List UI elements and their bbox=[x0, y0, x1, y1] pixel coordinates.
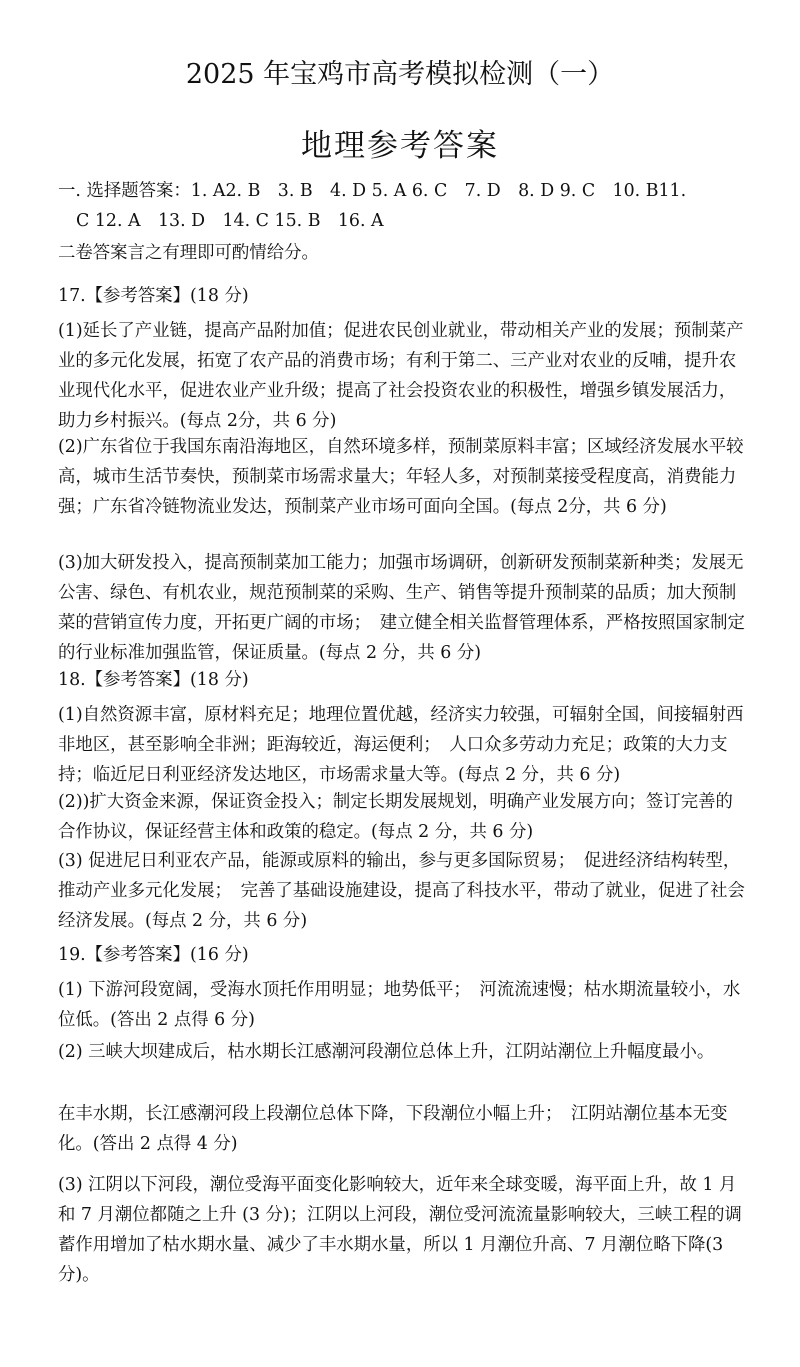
q17-heading: 17.【参考答案】(18 分) bbox=[58, 286, 249, 306]
page-subtitle: 地理参考答案 bbox=[301, 128, 499, 164]
q19-answer-2-continued: 在丰水期，长江感潮河段上段潮位总体下降，下段潮位小幅上升； 江阴站潮位基本无变化。(答出 2 点得 4 分) bbox=[58, 1104, 728, 1154]
q18-answer-2: (2))扩大资金来源，保证资金投入；制定长期发展规划，明确产业发展方向；签订完善的合作协议，保证经营主体和政策的稳定。(每点 2 分，共 6 分) bbox=[58, 792, 733, 842]
page-title: 2025 年宝鸡市高考模拟检测（一） bbox=[185, 59, 615, 90]
q17-answer-3: (3)加大研发投入，提高预制菜加工能力；加强市场调研，创新研发预制菜新种类；发展无公害、绿色、有机农业，规范预制菜的采购、生产、销售等提升预制菜的品质；加大预制菜的营销宣传力度，开拓更广阔的市场； 建立健全相关监督管理体系，严格按照国家制定的行业标准加强监管，保证质量。(每点 2 分，共 6 分) bbox=[58, 553, 745, 663]
q18-answer-1: (1)自然资源丰富，原材料充足；地理位置优越，经济实力较强，可辐射全国，间接辐射西非地区，甚至影响全非洲；距海较近，海运便利； 人口众多劳动力充足；政策的大力支持；临近尼日利亚经济发达地区，市场需求量大等。(每点 2 分，共 6 分) bbox=[58, 705, 744, 785]
q19-answer-3: (3) 江阴以下河段，潮位受海平面变化影响较大，近年来全球变暖，海平面上升，故 1 月和 7 月潮位都随之上升 (3 分)；江阴以上河段，潮位受河流流量影响较大，三峡工程的调蓄作用增加了枯水期水量、减少了丰水期水量，所以 1 月潮位升高、7 月潮位略下降(3 分)。 bbox=[58, 1175, 742, 1285]
q18-heading: 18.【参考答案】(18 分) bbox=[58, 670, 249, 690]
q19-heading: 19.【参考答案】(16 分) bbox=[58, 945, 249, 965]
q17-answer-1: (1)延长了产业链，提高产品附加值；促进农民创业就业，带动相关产业的发展；预制菜产业的多元化发展，拓宽了农产品的消费市场；有利于第二、三产业对农业的反哺，提升农业现代化水平，促进农业产业升级；提高了社会投资农业的积极性，增强乡镇发展活力，助力乡村振兴。(每点 2分，共 6 分) bbox=[58, 321, 744, 431]
q19-answer-1: (1) 下游河段宽阔，受海水顶托作用明显；地势低平； 河流流速慢；枯水期流量较小，水位低。(答出 2 点得 6 分) bbox=[58, 980, 741, 1030]
q17-answer-2: (2)广东省位于我国东南沿海地区，自然环境多样，预制菜原料丰富；区域经济发展水平较高，城市生活节奏快，预制菜市场需求量大；年轻人多，对预制菜接受程度高，消费能力强；广东省冷链物流业发达，预制菜产业市场可面向全国。(每点 2分，共 6 分) bbox=[58, 437, 744, 517]
grading-note: 二卷答案言之有理即可酌情给分。 bbox=[58, 243, 319, 263]
q18-answer-3: (3) 促进尼日利亚农产品，能源或原料的输出，参与更多国际贸易； 促进经济结构转型，推动产业多元化发展； 完善了基础设施建设，提高了科技水平，带动了就业，促进了社会经济发展。(每点 2 分，共 6 分) bbox=[58, 851, 745, 931]
q19-answer-2: (2) 三峡大坝建成后，枯水期长江感潮河段潮位总体上升，江阴站潮位上升幅度最小。 bbox=[58, 1042, 715, 1062]
multiple-choice-answers bbox=[58, 176, 748, 236]
mc-line-1: 一. 选择题答案：1. A2. B 3. B 4. D 5. A 6. C 7. D 8. D 9. C 10. B11. bbox=[58, 181, 687, 201]
mc-line-2: C 12. A 13. D 14. C 15. B 16. A bbox=[76, 211, 384, 231]
